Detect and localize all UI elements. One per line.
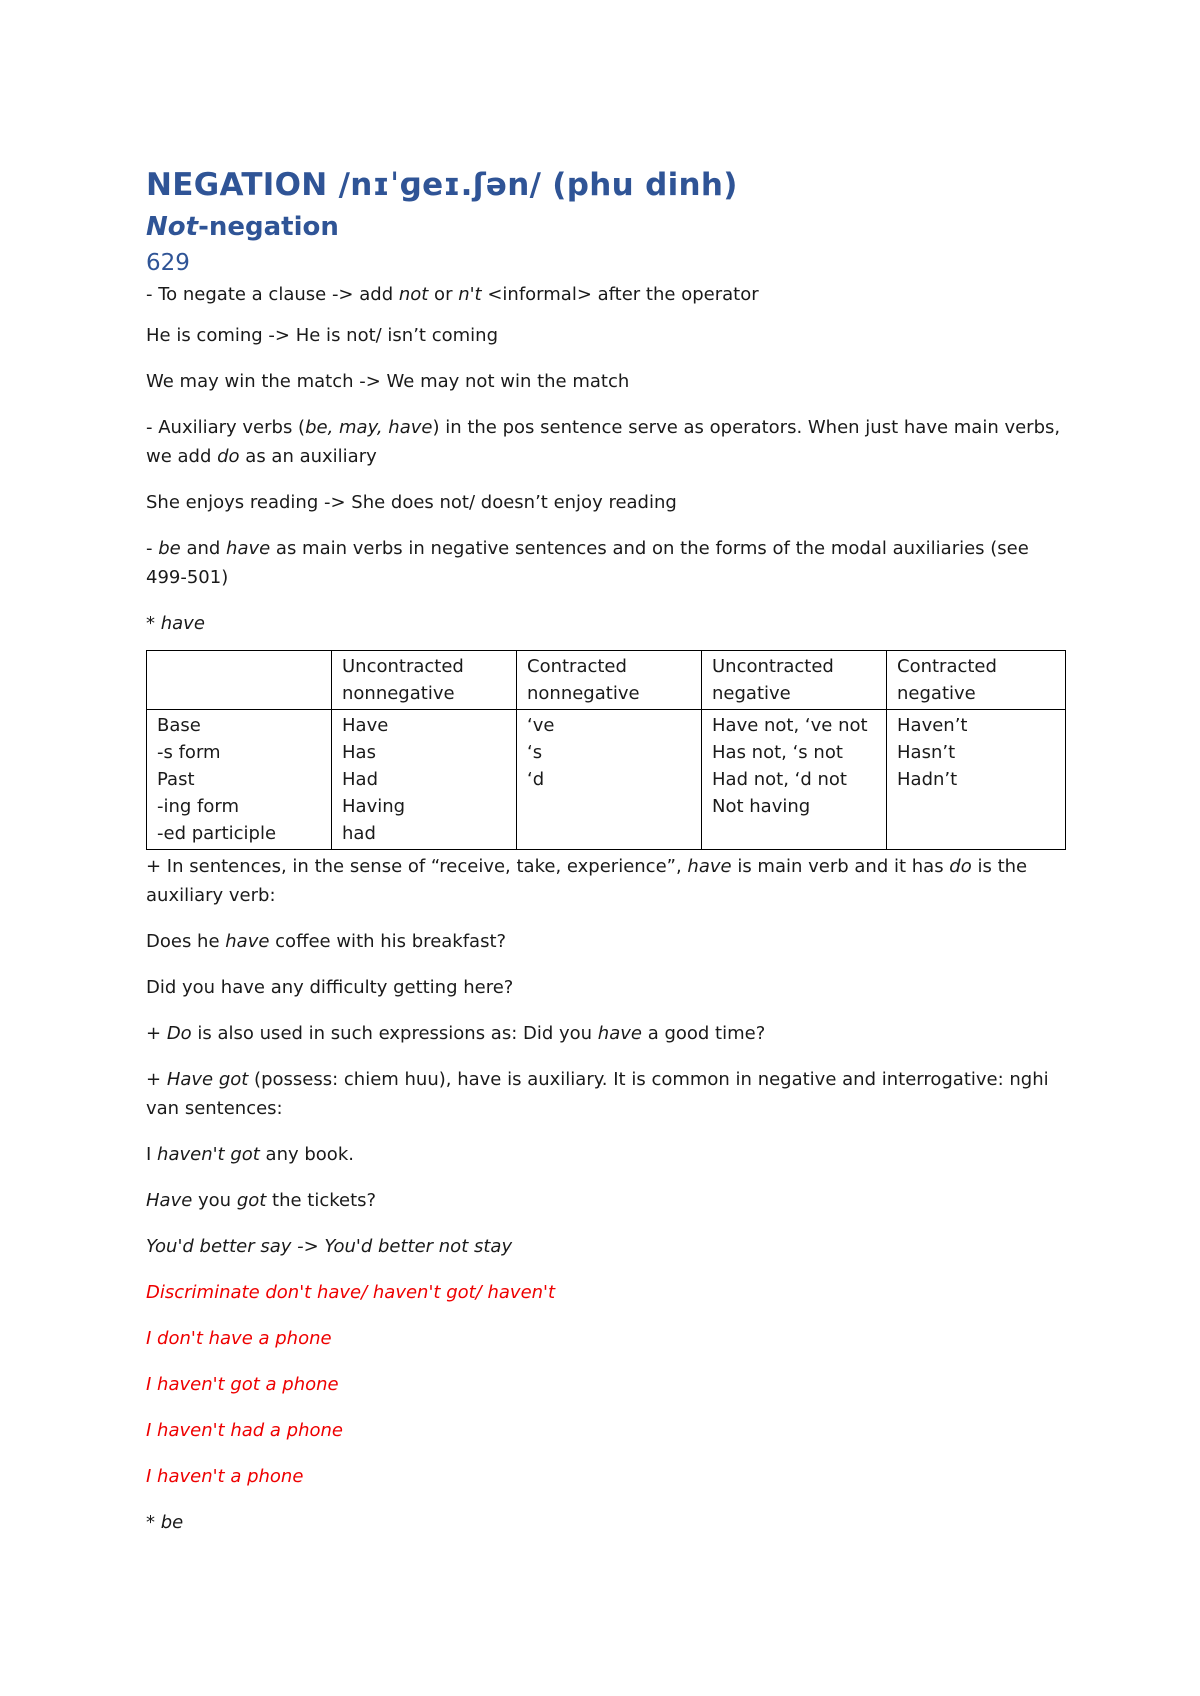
text-run-italic: Have got bbox=[166, 1069, 249, 1090]
text-run: - Auxiliary verbs ( bbox=[146, 417, 306, 438]
text-run: you bbox=[192, 1190, 237, 1211]
rule-paragraph-6 bbox=[146, 1065, 1066, 1123]
rule-paragraph-2 bbox=[146, 413, 1066, 471]
table-cell-line: Hadn’t bbox=[897, 769, 958, 790]
text-run-italic: Discriminate don't have/ haven't got/ haven't bbox=[146, 1282, 556, 1303]
text-run: or bbox=[428, 284, 459, 305]
table-cell-line: -s form bbox=[157, 742, 221, 763]
text-run-italic: haven't got bbox=[157, 1144, 260, 1165]
have-heading bbox=[146, 609, 1066, 638]
text-run-italic: have bbox=[687, 856, 732, 877]
text-run: the tickets? bbox=[266, 1190, 377, 1211]
text-run-italic: I don't have a phone bbox=[146, 1328, 332, 1349]
table-cell-line: Hasn’t bbox=[897, 742, 956, 763]
text-run-italic: Do bbox=[166, 1023, 192, 1044]
text-run: is also used in such expressions as: Did you bbox=[191, 1023, 598, 1044]
text-run: + In sentences, in the sense of “receive, take, experience”, bbox=[146, 856, 688, 877]
example-2: We may win the match -> We may not win the match bbox=[146, 371, 630, 392]
rule-paragraph-1 bbox=[146, 280, 1066, 309]
text-run: any book. bbox=[259, 1144, 354, 1165]
example-4 bbox=[146, 927, 1066, 956]
red-note-line bbox=[146, 1370, 1066, 1399]
text-run-italic: have bbox=[597, 1023, 642, 1044]
have-forms-table bbox=[146, 650, 1066, 850]
rule-paragraph-4 bbox=[146, 852, 1066, 910]
example-1: He is coming -> He is not/ isn’t coming bbox=[146, 325, 498, 346]
bullet-star: * bbox=[146, 613, 161, 634]
table-cell-line: had bbox=[342, 823, 376, 844]
text-run-italic: have bbox=[226, 538, 271, 559]
text-run: and bbox=[180, 538, 227, 559]
text-run-italic: You'd better say -> You'd better not stay bbox=[146, 1236, 513, 1257]
text-run: a good time? bbox=[641, 1023, 766, 1044]
rule-paragraph-5 bbox=[146, 1019, 1066, 1048]
table-cell-uncontracted-nonnegative bbox=[332, 710, 517, 850]
table-cell-contracted-nonnegative bbox=[517, 710, 702, 850]
table-header-row bbox=[147, 651, 1066, 710]
text-run-italic: n't bbox=[458, 284, 482, 305]
text-run: <informal> after the operator bbox=[481, 284, 759, 305]
text-run-italic: I haven't got a phone bbox=[146, 1374, 339, 1395]
rule-paragraph-3 bbox=[146, 534, 1066, 592]
table-cell-line: ‘s bbox=[527, 742, 543, 763]
table-cell-line: Has bbox=[342, 742, 376, 763]
text-run: as main verbs in negative sentences and on the forms of the modal auxiliaries (see 499-501) bbox=[146, 538, 1029, 588]
text-run-italic: be bbox=[158, 538, 181, 559]
table-header-cell: Contracted nonnegative bbox=[517, 651, 702, 710]
text-run-italic: be, may, have bbox=[305, 417, 433, 438]
table-cell-line: -ed participle bbox=[157, 823, 277, 844]
table-cell-line: ‘ve bbox=[527, 715, 555, 736]
text-run: Does he bbox=[146, 931, 226, 952]
red-note-line bbox=[146, 1324, 1066, 1353]
red-note-line bbox=[146, 1462, 1066, 1491]
example-7 bbox=[146, 1186, 1066, 1215]
be-heading bbox=[146, 1508, 1066, 1537]
text-run: - To negate a clause -> add bbox=[146, 284, 399, 305]
table-cell-uncontracted-negative bbox=[702, 710, 887, 850]
table-header-cell: Contracted negative bbox=[887, 651, 1066, 710]
table-cell-line: Having bbox=[342, 796, 406, 817]
text-run-italic: have bbox=[225, 931, 270, 952]
table-header-cell: Uncontracted negative bbox=[702, 651, 887, 710]
text-run-italic: got bbox=[236, 1190, 267, 1211]
document-content bbox=[146, 166, 1066, 1554]
text-run: is main verb and it has bbox=[731, 856, 950, 877]
red-note-line bbox=[146, 1416, 1066, 1445]
text-run-italic: I haven't had a phone bbox=[146, 1420, 343, 1441]
table-cell-line: Not having bbox=[712, 796, 811, 817]
table-header-cell: Uncontracted nonnegative bbox=[332, 651, 517, 710]
table-header-cell bbox=[147, 651, 332, 710]
table-cell-line: Base bbox=[157, 715, 201, 736]
example-3: She enjoys reading -> She does not/ doesn’t enjoy reading bbox=[146, 492, 677, 513]
table-row bbox=[147, 710, 1066, 850]
table-cell-line: Has not, ‘s not bbox=[712, 742, 843, 763]
text-run: + bbox=[146, 1023, 167, 1044]
section-heading-rest: -negation bbox=[198, 212, 339, 242]
text-run-italic: I haven't a phone bbox=[146, 1466, 304, 1487]
table-cell-line: -ing form bbox=[157, 796, 240, 817]
text-run: coffee with his breakfast? bbox=[269, 931, 507, 952]
have-heading-word: have bbox=[160, 613, 205, 634]
text-run-italic: not bbox=[398, 284, 429, 305]
table-cell-contracted-negative bbox=[887, 710, 1066, 850]
example-6 bbox=[146, 1140, 1066, 1169]
table-cell-line: Have bbox=[342, 715, 389, 736]
table-cell-line: ‘d bbox=[527, 769, 545, 790]
text-run-italic: Have bbox=[146, 1190, 193, 1211]
text-run: I bbox=[146, 1144, 158, 1165]
section-heading-italic: Not bbox=[146, 212, 199, 242]
section-heading bbox=[146, 210, 1066, 244]
be-heading-word: be bbox=[160, 1512, 184, 1533]
table-cell-line: Had not, ‘d not bbox=[712, 769, 847, 790]
table-cell-line: Past bbox=[157, 769, 195, 790]
table-cell-line: Had bbox=[342, 769, 378, 790]
text-run: - bbox=[146, 538, 159, 559]
text-run-italic: do bbox=[949, 856, 972, 877]
page-title: NEGATION /nɪˈɡeɪ.ʃən/ (phu dinh) bbox=[146, 167, 738, 203]
example-5: Did you have any difficulty getting here? bbox=[146, 977, 514, 998]
table-cell-line: Haven’t bbox=[897, 715, 968, 736]
bullet-star: * bbox=[146, 1512, 161, 1533]
text-run: is the auxiliary verb: bbox=[146, 856, 1028, 906]
red-note-line bbox=[146, 1278, 1066, 1307]
text-run-italic: do bbox=[217, 446, 240, 467]
table-cell-forms bbox=[147, 710, 332, 850]
text-run: ) in the pos sentence serve as operators. When just have main verbs, we add bbox=[146, 417, 1061, 467]
example-8 bbox=[146, 1232, 1066, 1261]
text-run: as an auxiliary bbox=[239, 446, 377, 467]
text-run: + bbox=[146, 1069, 167, 1090]
text-run: (possess: chiem huu), have is auxiliary. It is common in negative and interrogative: nghi van sentences: bbox=[146, 1069, 1049, 1119]
table-cell-line: Have not, ‘ve not bbox=[712, 715, 868, 736]
section-number: 629 bbox=[146, 250, 190, 276]
